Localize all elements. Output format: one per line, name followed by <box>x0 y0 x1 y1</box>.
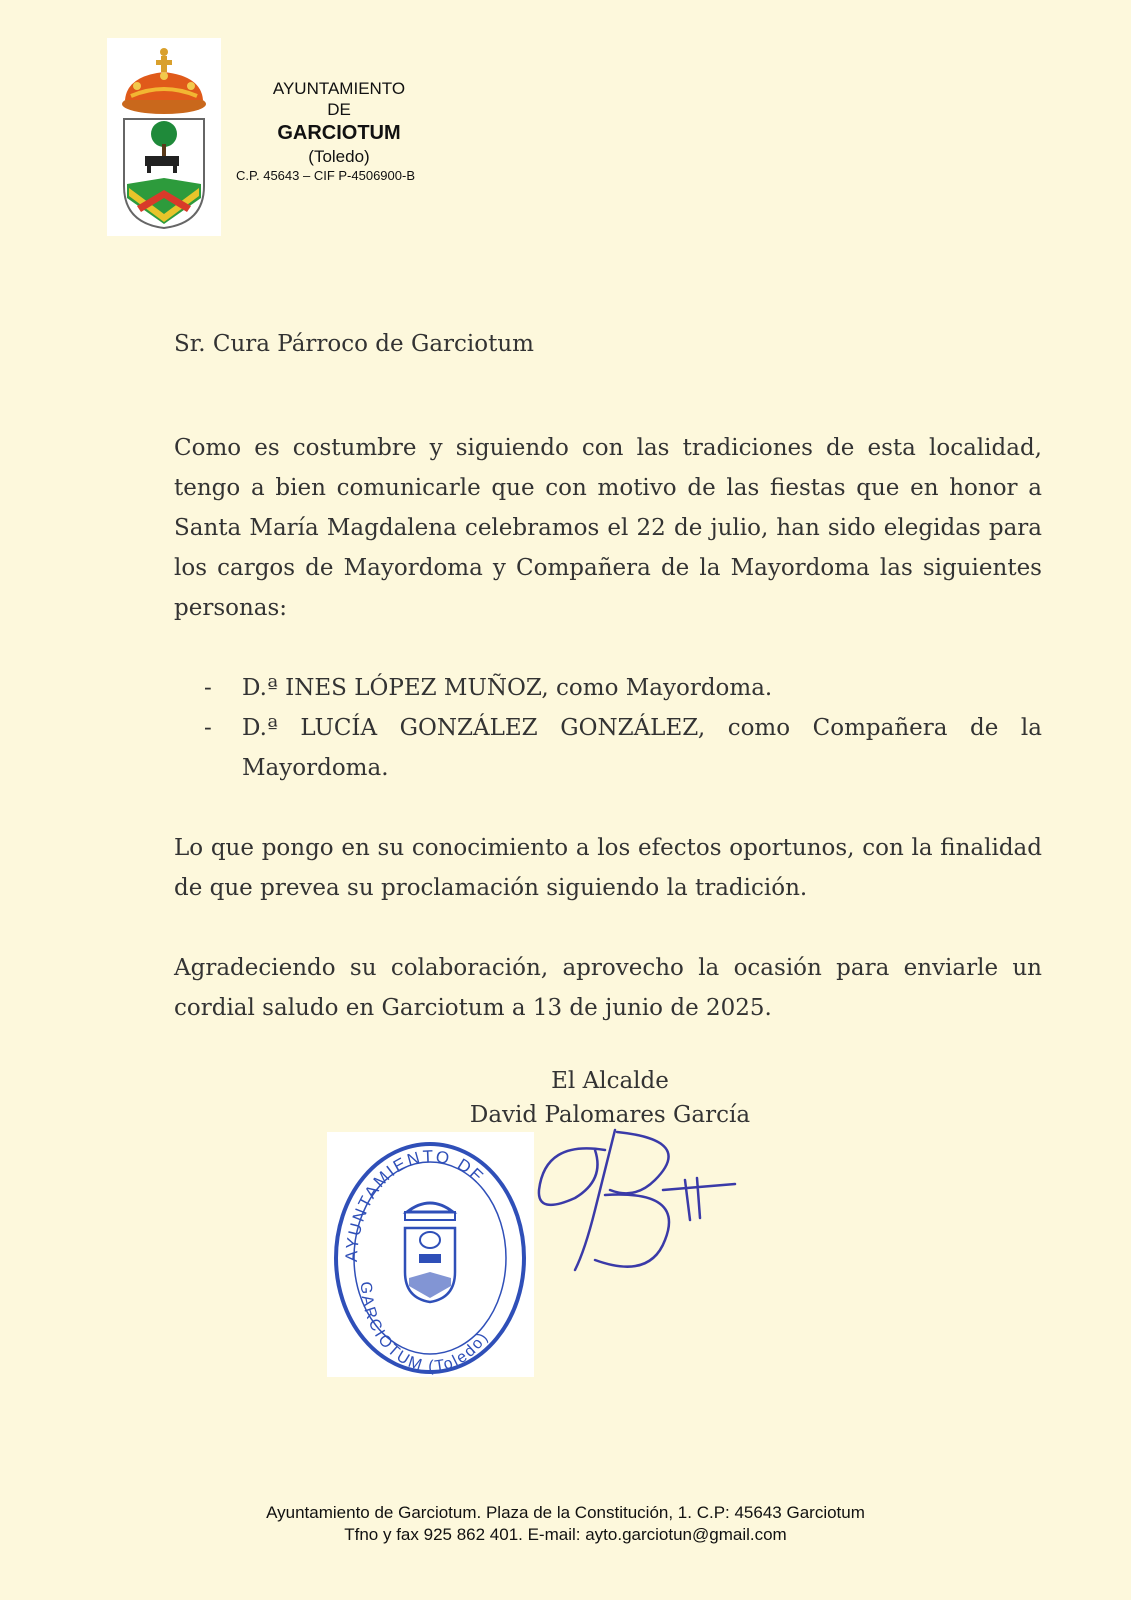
salutation: Sr. Cura Párroco de Garciotum <box>174 331 534 357</box>
list-item <box>204 668 1042 708</box>
list-dash: - <box>204 675 212 701</box>
letterhead-name: GARCIOTUM <box>277 122 401 144</box>
official-stamp <box>327 1132 534 1377</box>
footer-address: Ayuntamiento de Garciotum. Plaza de la Constitución, 1. C.P: 45643 Garciotum <box>266 1503 865 1522</box>
letterhead-line1: AYUNTAMIENTO <box>272 79 406 98</box>
list-dash: - <box>204 715 212 741</box>
coat-of-arms-logo <box>107 38 221 236</box>
list-item <box>204 708 1042 788</box>
letterhead-line2: DE <box>327 100 351 119</box>
letterhead-province: (Toledo) <box>308 147 370 166</box>
letterhead <box>232 78 452 185</box>
footer-contact: Tfno y fax 925 862 401. E-mail: ayto.garciotun@gmail.com <box>344 1525 787 1544</box>
list-item-text: D.ª INES LÓPEZ MUÑOZ, como Mayordoma. <box>242 675 773 701</box>
letterhead-ids: C.P. 45643 – CIF P-4506900-B <box>236 168 415 183</box>
svg-text:GARCIOTUM (Toledo): GARCIOTUM (Toledo) <box>356 1281 493 1376</box>
handwritten-signature <box>535 1120 755 1290</box>
signoff-title: El Alcalde <box>551 1068 669 1094</box>
appointee-list <box>204 668 1042 788</box>
crown-icon <box>122 48 206 114</box>
list-item-text: D.ª LUCÍA GONZÁLEZ GONZÁLEZ, como Compañera de la Mayordoma. <box>242 715 1042 781</box>
signoff-name: David Palomares García <box>469 1102 751 1128</box>
paragraph-3: Agradeciendo su colaboración, aprovecho la ocasión para enviarle un cordial saludo en Garciotum a 13 de junio de 2025. <box>174 955 1042 1021</box>
stamp-crest-icon <box>405 1203 455 1302</box>
paragraph-2: Lo que pongo en su conocimiento a los efectos oportunos, con la finalidad de que prevea su proclamación siguiendo la tradición. <box>174 835 1042 901</box>
svg-text:AYUNTAMIENTO DE: AYUNTAMIENTO DE <box>341 1146 489 1263</box>
paragraph-1: Como es costumbre y siguiendo con las tradiciones de esta localidad, tengo a bien comunicarle que con motivo de las fiestas que en honor a Santa María Magdalena celebramos el 22 de julio, han sido elegidas para los cargos de Mayordoma y Compañera de la Mayordoma las siguientes personas: <box>174 435 1042 621</box>
